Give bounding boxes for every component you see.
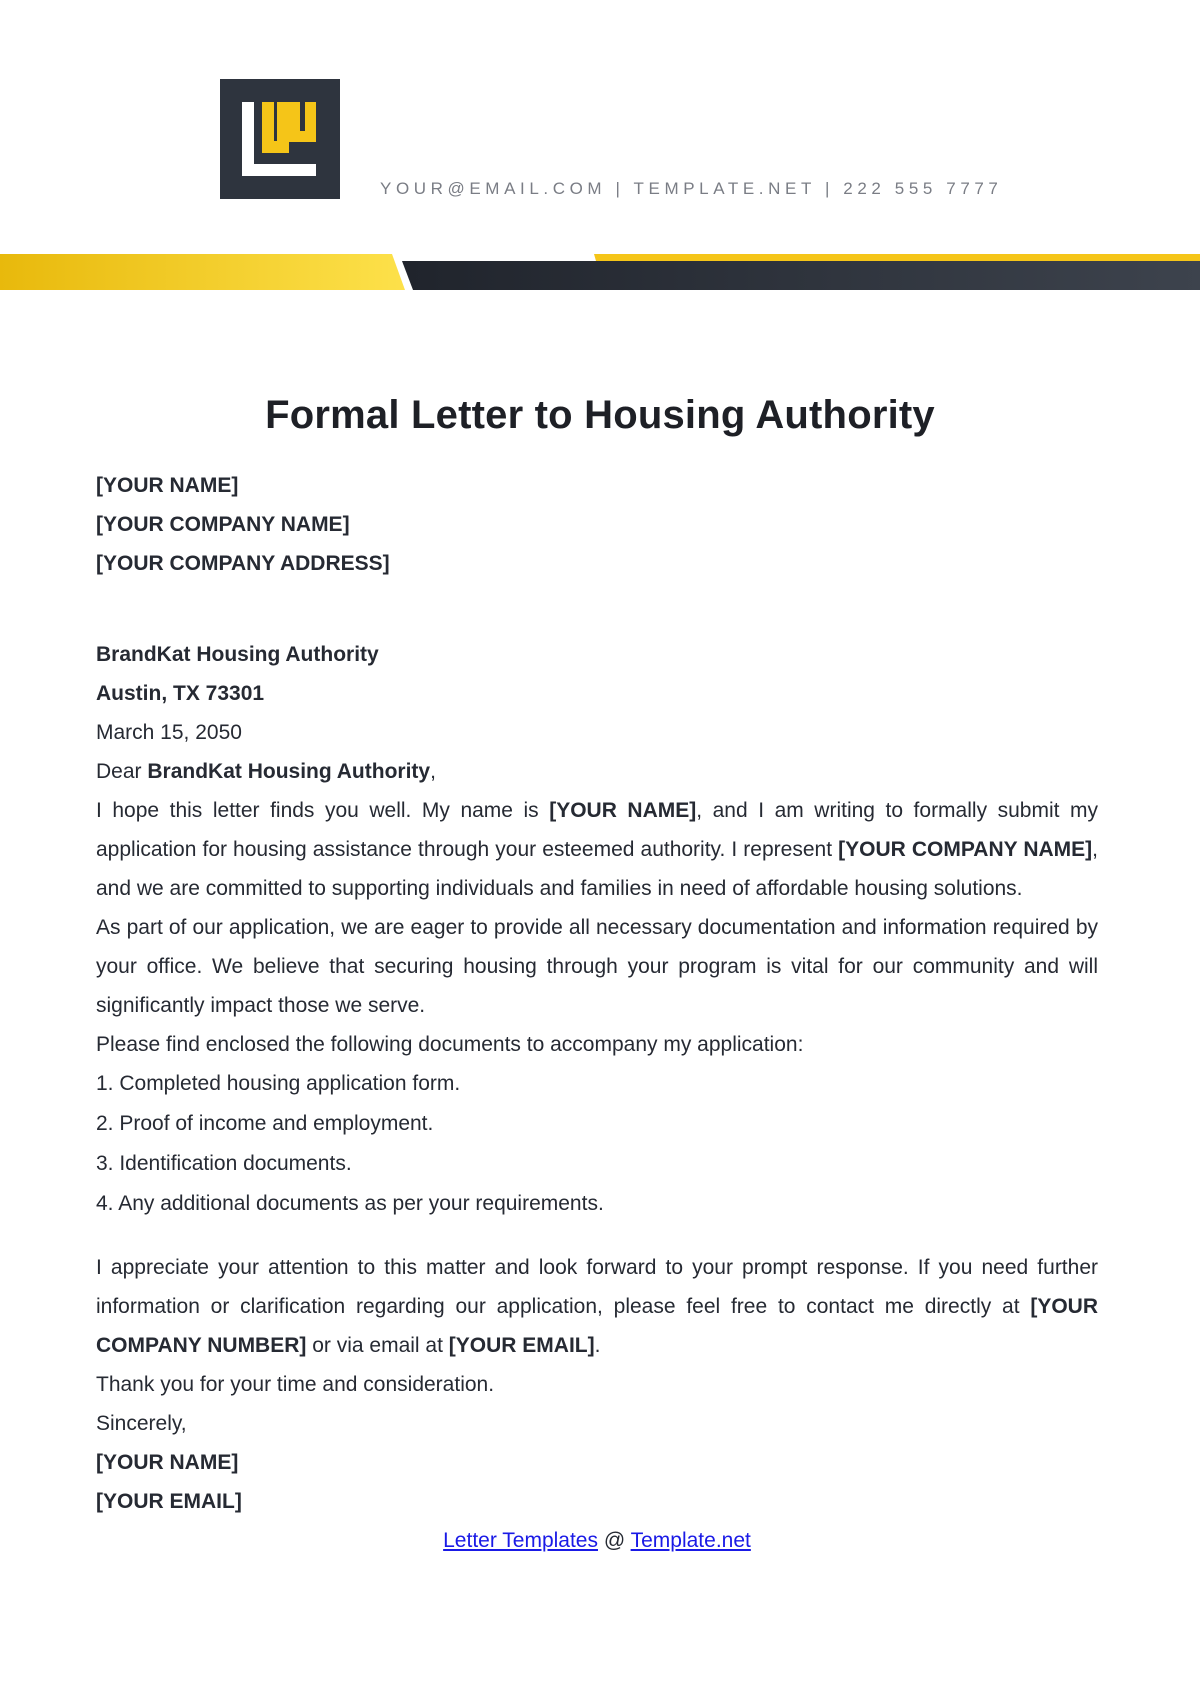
closing-line: Sincerely, — [96, 1412, 187, 1435]
sender-name: [YOUR NAME] — [96, 474, 239, 497]
salutation-recipient: BrandKat Housing Authority — [147, 760, 431, 783]
lu-monogram-logo-icon — [220, 79, 340, 199]
recipient-name: BrandKat Housing Authority — [96, 643, 379, 666]
sender-company: [YOUR COMPANY NAME] — [96, 513, 350, 536]
paragraph-contact: I appreciate your attention to this matter and look forward to your prompt response. If you need further information or clarification regarding our application, please feel free to contact me directly at [YOUR COMPANY NUMBER] or via email at [YOUR EMAIL]. — [96, 1256, 1098, 1357]
list-item: 3. Identification documents. — [96, 1152, 352, 1175]
header-contact-line: YOUR@EMAIL.COM | TEMPLATE.NET | 222 555 7777 — [380, 179, 1003, 198]
list-item: 4. Any additional documents as per your requirements. — [96, 1192, 604, 1215]
letter-templates-link[interactable]: Letter Templates — [443, 1529, 598, 1552]
salutation: Dear BrandKat Housing Authority, — [96, 760, 436, 783]
letter-date: March 15, 2050 — [96, 721, 242, 744]
documents-list — [96, 1064, 1098, 1224]
template-net-link[interactable]: Template.net — [630, 1529, 751, 1552]
list-item: 2. Proof of income and employment. — [96, 1112, 434, 1135]
paragraph-intro: I hope this letter finds you well. My name is [YOUR NAME], and I am writing to formally submit my application for housing assistance through your esteemed authority. I represent [YOUR COMPANY NAME], and we are committed to supporting individuals and families in need of affordable housing solutions. — [96, 799, 1098, 900]
paragraph-documentation: As part of our application, we are eager to provide all necessary documentation and information required by your office. We believe that securing housing through your program is vital for our community and will significantly impact those we serve. — [96, 916, 1098, 1017]
header-banner-stripe — [0, 252, 1200, 292]
signature-email: [YOUR EMAIL] — [96, 1490, 242, 1513]
footer-attribution: Letter Templates @ Template.net — [443, 1529, 751, 1552]
letter-body — [96, 466, 1098, 1560]
document-title: Formal Letter to Housing Authority — [265, 393, 935, 437]
recipient-city: Austin, TX 73301 — [96, 682, 265, 705]
sender-address: [YOUR COMPANY ADDRESS] — [96, 552, 390, 575]
paragraph-enclosures: Please find enclosed the following documents to accompany my application: — [96, 1033, 804, 1056]
signature-name: [YOUR NAME] — [96, 1451, 239, 1474]
list-item: 1. Completed housing application form. — [96, 1072, 461, 1095]
thanks-line: Thank you for your time and consideration. — [96, 1373, 495, 1396]
